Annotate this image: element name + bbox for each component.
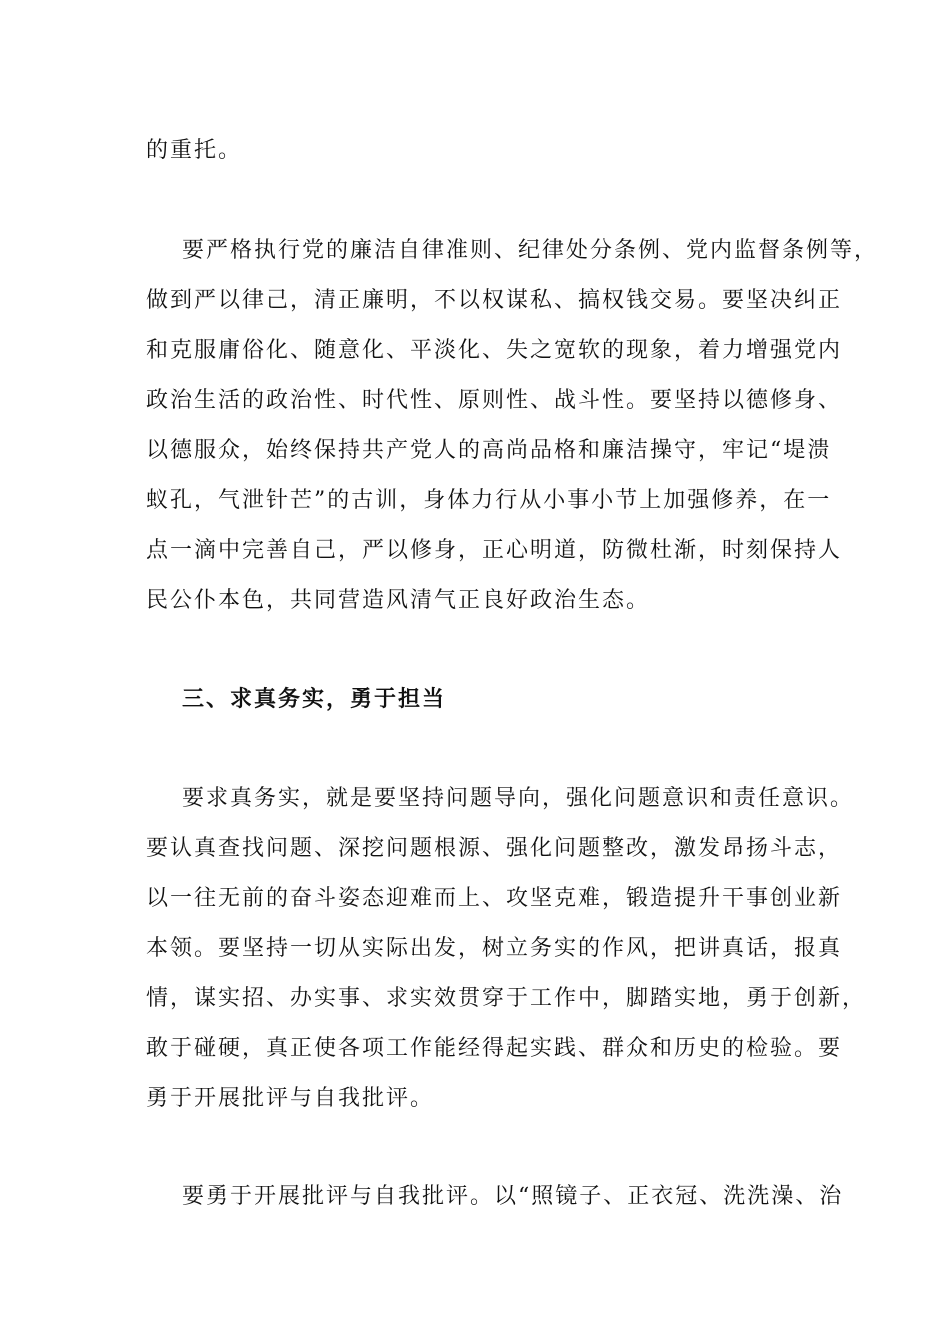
paragraph-line: 做到严以律己，清正廉明，不以权谋私、搞权钱交易。要坚决纠正 bbox=[146, 288, 843, 313]
paragraph-line: 要勇于开展批评与自我批评。以“照镜子、正衣冠、洗洗澡、治 bbox=[182, 1184, 844, 1209]
paragraph-line: 要认真查找问题、深挖问题根源、强化问题整改，激发昂扬斗志， bbox=[146, 836, 843, 861]
paragraph-line: 民公仆本色，共同营造风清气正良好政治生态。 bbox=[146, 588, 651, 613]
paragraph-line: 蚁孔，气泄针芒”的古训，身体力行从小事小节上加强修养，在一 bbox=[146, 488, 832, 513]
paragraph-line: 以德服众，始终保持共产党人的高尚品格和廉洁操守，牢记“堤溃 bbox=[146, 438, 832, 463]
paragraph-line: 点一滴中完善自己，严以修身，正心明道，防微杜渐，时刻保持人 bbox=[146, 538, 843, 563]
section-heading: 三、求真务实，勇于担当 bbox=[182, 686, 447, 712]
paragraph-line: 本领。要坚持一切从实际出发，树立务实的作风，把讲真话，报真 bbox=[146, 936, 843, 961]
paragraph-line: 要严格执行党的廉洁自律准则、纪律处分条例、党内监督条例等， bbox=[182, 238, 879, 263]
paragraph-line: 政治生活的政治性、时代性、原则性、战斗性。要坚持以德修身、 bbox=[146, 388, 843, 413]
paragraph-line: 的重托。 bbox=[146, 138, 243, 163]
paragraph-line: 情，谋实招、办实事、求实效贯穿于工作中，脚踏实地，勇于创新， bbox=[146, 986, 867, 1011]
paragraph-line: 敢于碰硬，真正使各项工作能经得起实践、群众和历史的检验。要 bbox=[146, 1036, 843, 1061]
paragraph-line: 要求真务实，就是要坚持问题导向，强化问题意识和责任意识。 bbox=[182, 786, 855, 811]
paragraph-line: 以一往无前的奋斗姿态迎难而上、攻坚克难，锻造提升干事创业新 bbox=[146, 886, 843, 911]
paragraph-line: 勇于开展批评与自我批评。 bbox=[146, 1086, 435, 1111]
paragraph-line: 和克服庸俗化、随意化、平淡化、失之宽软的现象，着力增强党内 bbox=[146, 338, 843, 363]
